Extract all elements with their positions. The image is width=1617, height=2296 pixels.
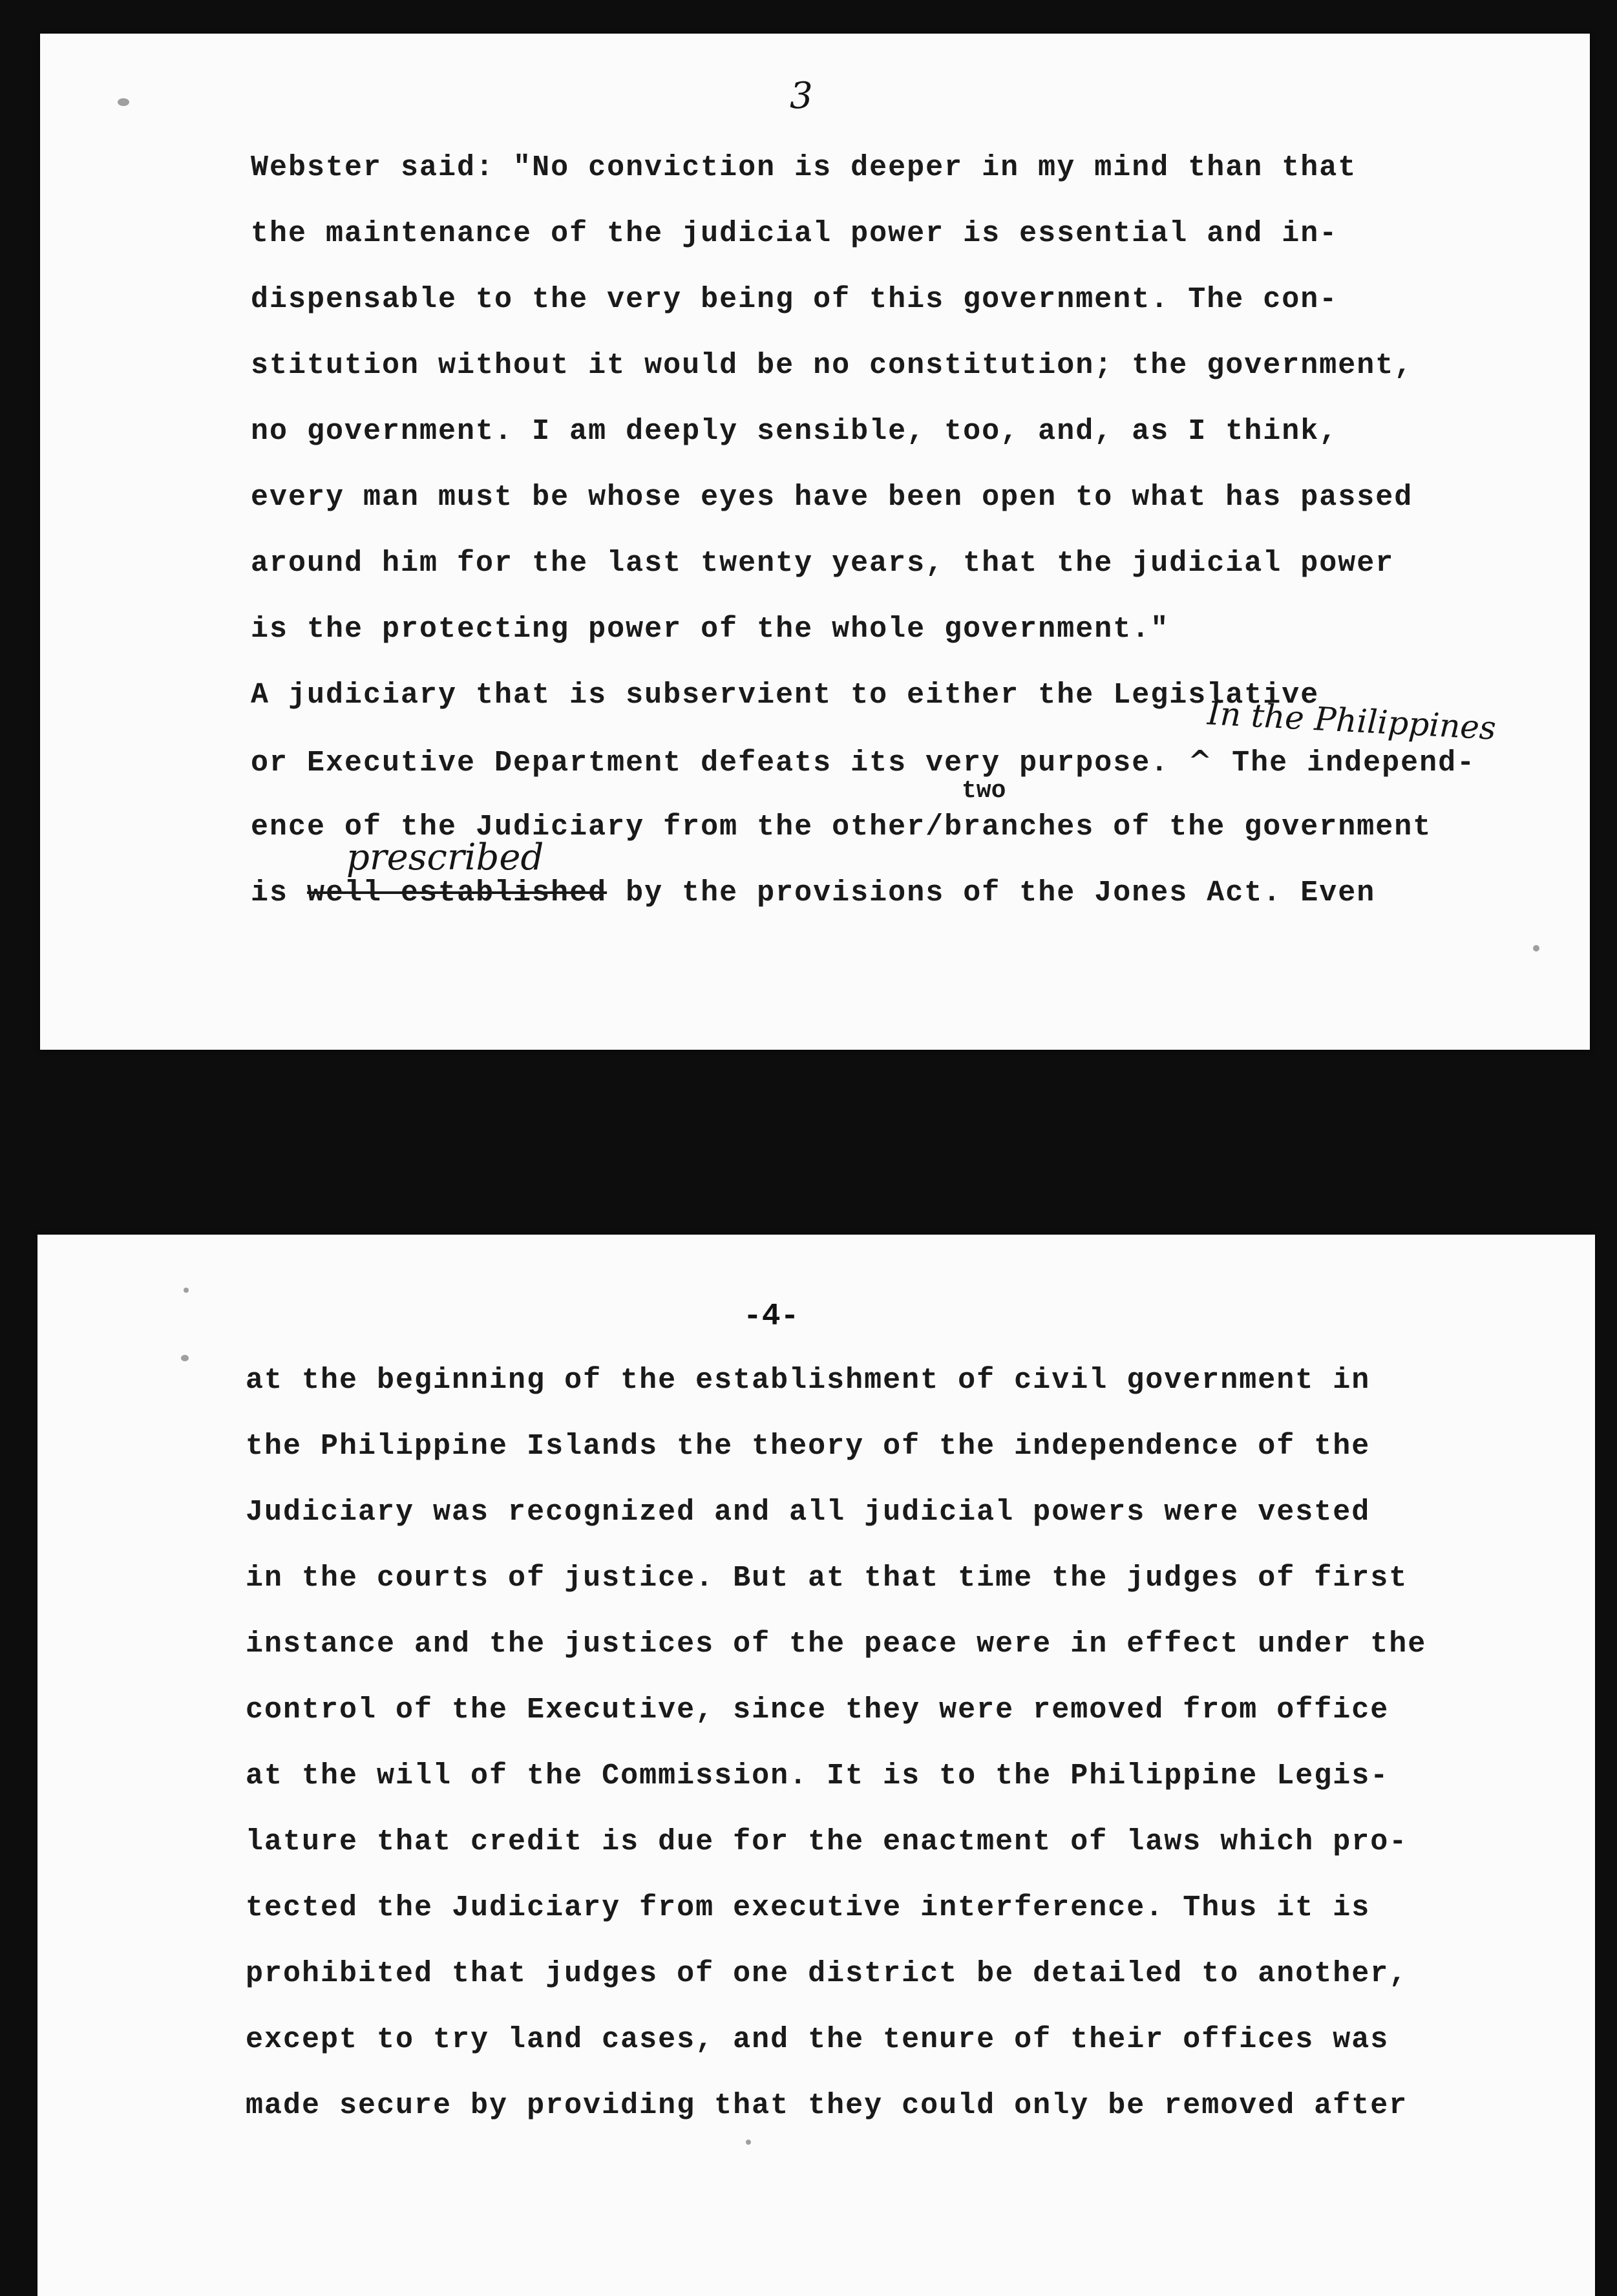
typed-insert: two [962, 777, 1006, 805]
line-segment: /branches of the government [925, 811, 1432, 844]
text-line: made secure by providing that they could only be removed after [246, 2089, 1408, 2122]
document-page-4 [37, 1235, 1595, 2296]
text-line: stitution without it would be no constitution; the government, [251, 349, 1413, 382]
text-line: at the beginning of the establishment of civil government in [246, 1364, 1371, 1397]
text-line: every man must be whose eyes have been open to what has passed [251, 481, 1413, 514]
insertion-caret: ^ [1188, 745, 1214, 778]
text-line-edited [251, 745, 1475, 780]
ink-speck [184, 1288, 189, 1293]
line-segment: or Executive Department defeats its very purpose. [251, 747, 1170, 780]
text-line: the Philippine Islands the theory of the independence of the [246, 1430, 1371, 1463]
text-line: except to try land cases, and the tenure of their offices was [246, 2023, 1390, 2056]
line-segment: ence of the Judiciary from the other [251, 811, 926, 844]
handwritten-insert: In the Philippines [1206, 694, 1497, 747]
document-page-3 [40, 34, 1590, 1050]
text-line: prohibited that judges of one district be detailed to another, [246, 1957, 1408, 1990]
text-line: instance and the justices of the peace were in effect under the [246, 1628, 1427, 1661]
line-segment: The independ- [1232, 747, 1476, 780]
text-body [251, 151, 1569, 1043]
text-line: Judiciary was recognized and all judicial powers were vested [246, 1496, 1371, 1529]
text-line: is the protecting power of the whole government." [251, 613, 1170, 646]
line-segment: by the provisions of the Jones Act. Even [626, 877, 1376, 909]
text-line: A judiciary that is subservient to either the Legislative [251, 679, 1320, 712]
ink-speck [1533, 945, 1539, 951]
text-line: in the courts of justice. But at that time the judges of first [246, 1562, 1408, 1595]
text-line: tected the Judiciary from executive interference. Thus it is [246, 1891, 1371, 1924]
page-number: 3 [790, 75, 813, 117]
page-number: -4- [743, 1299, 799, 1334]
handwritten-replacement: prescribed [346, 836, 544, 878]
text-line-edited [251, 877, 1375, 909]
text-line: lature that credit is due for the enactment of laws which pro- [246, 1825, 1408, 1858]
ink-speck [746, 2140, 751, 2145]
text-line: the maintenance of the judicial power is essential and in- [251, 217, 1338, 250]
text-line: no government. I am deeply sensible, too, and, as I think, [251, 415, 1338, 448]
ink-speck [181, 1355, 189, 1361]
text-body [246, 1364, 1577, 2282]
ink-speck [118, 98, 129, 106]
struck-text: well established [307, 877, 608, 909]
text-line: at the will of the Commission. It is to the Philippine Legis- [246, 1759, 1390, 1792]
text-line: Webster said: "No conviction is deeper in my mind than that [251, 151, 1357, 184]
text-line: dispensable to the very being of this government. The con- [251, 283, 1338, 316]
text-line: control of the Executive, since they were removed from office [246, 1694, 1390, 1727]
text-line: around him for the last twenty years, that the judicial power [251, 547, 1395, 580]
line-segment: is [251, 877, 289, 909]
